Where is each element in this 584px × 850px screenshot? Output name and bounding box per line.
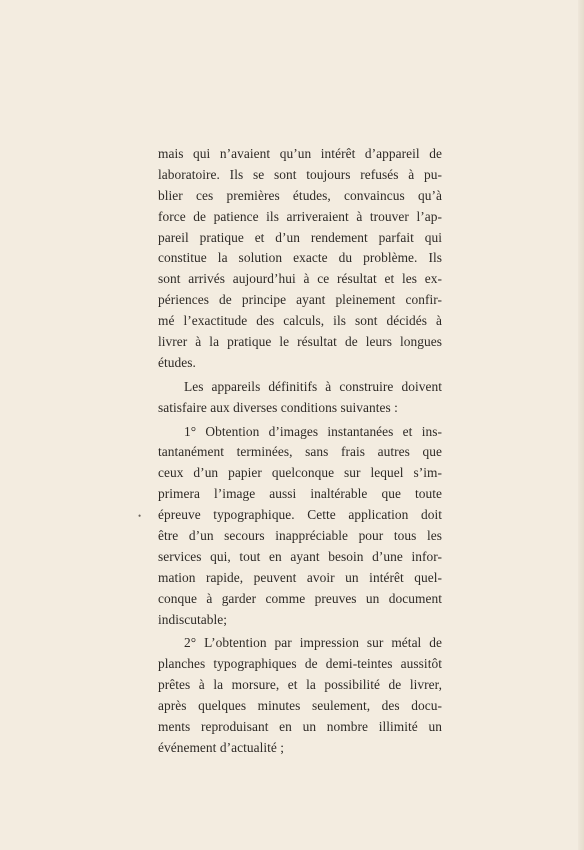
text-line: primera l’image aussi inaltérable que toute	[158, 486, 442, 502]
paragraph-2	[158, 377, 442, 419]
text-line: périences de principe ayant pleinement confir-	[158, 292, 442, 308]
text-line: livrer à la pratique le résultat de leurs longues	[158, 334, 442, 350]
paragraph-3	[158, 422, 442, 631]
text-line: conque à garder comme preuves un document	[158, 590, 442, 606]
text-line: mé l’exactitude des calculs, ils sont décidés à	[158, 313, 442, 329]
text-line: études.	[158, 354, 196, 370]
text-line: blier ces premières études, convaincus qu’à	[158, 187, 442, 203]
text-line: laboratoire. Ils se sont toujours refusés à pu-	[158, 166, 442, 182]
text-line: satisfaire aux diverses conditions suivantes :	[158, 399, 398, 415]
paragraph-4	[158, 633, 442, 758]
page-edge	[578, 0, 584, 850]
text-line: sont arrivés aujourd’hui à ce résultat et les ex-	[158, 271, 442, 287]
text-line: 2° L’obtention par impression sur métal de	[184, 635, 442, 651]
text-line: mais qui n’avaient qu’un intérêt d’appareil de	[158, 146, 442, 161]
text-line: services qui, tout en ayant besoin d’une infor-	[158, 548, 442, 564]
text-line: prêtes à la morsure, et la possibilité de livrer,	[158, 677, 442, 693]
margin-dot: •	[138, 511, 142, 521]
text-line: 1° Obtention d’images instantanées et ins-	[184, 423, 442, 439]
text-line: tantanément terminées, sans frais autres que	[158, 444, 442, 460]
text-line: ments reproduisant en un nombre illimité un	[158, 719, 442, 735]
text-line: indiscutable;	[158, 611, 228, 627]
text-line: être d’un secours inappréciable pour tous les	[158, 528, 442, 544]
body-text	[158, 144, 442, 759]
text-line: mation rapide, peuvent avoir un intérêt quel-	[158, 569, 442, 585]
text-line: événement d’actualité ;	[158, 739, 285, 755]
text-line: épreuve typographique. Cette application doit	[158, 507, 442, 523]
text-line: ceux d’un papier quelconque sur lequel s’im-	[158, 465, 442, 481]
text-line: pareil pratique et d’un rendement parfait qui	[158, 229, 442, 245]
paragraph-1	[158, 144, 442, 374]
text-line: constitue la solution exacte du problème. Ils	[158, 250, 442, 266]
text-line: force de patience ils arriveraient à trouver l’ap-	[158, 208, 442, 224]
text-line: Les appareils définitifs à construire doivent	[184, 378, 442, 394]
text-line: planches typographiques de demi-teintes aussitôt	[158, 656, 442, 672]
text-line: après quelques minutes seulement, des docu-	[158, 698, 442, 714]
